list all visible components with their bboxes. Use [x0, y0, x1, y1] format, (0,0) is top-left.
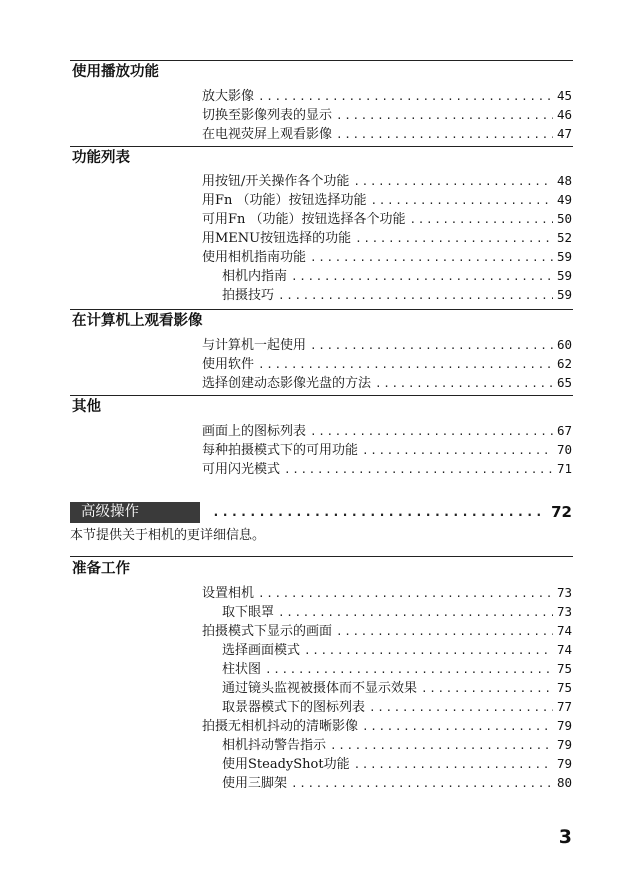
- entry-title: 设置相机: [202, 586, 255, 601]
- entry-page: 70: [556, 442, 572, 457]
- entry-title: 拍摄技巧: [222, 288, 275, 303]
- entry-page: 47: [556, 126, 572, 141]
- leader-dots: [336, 623, 553, 640]
- section-rule: [70, 395, 573, 396]
- toc-subentry[interactable]: [222, 774, 572, 792]
- entry-title: 柱状图: [222, 662, 262, 677]
- entry-page: 79: [556, 737, 572, 752]
- toc-entry[interactable]: [202, 125, 572, 143]
- entry-title: 取下眼罩: [222, 605, 275, 620]
- leader-dots: [310, 249, 553, 266]
- toc-entry[interactable]: [202, 422, 572, 440]
- entry-title: 切换至影像列表的显示: [202, 108, 333, 123]
- advanced-section-page: 72: [551, 503, 572, 521]
- advanced-section-label[interactable]: 高级操作: [70, 502, 200, 523]
- toc-subentry[interactable]: [222, 698, 572, 716]
- toc-subentry[interactable]: [222, 267, 572, 285]
- entry-title: 选择创建动态影像光盘的方法: [202, 376, 372, 391]
- section-heading: 使用播放功能: [72, 64, 159, 80]
- leader-dots: [304, 642, 553, 659]
- leader-dots: [421, 680, 553, 697]
- section-heading: 准备工作: [72, 561, 130, 577]
- entry-title: 画面上的图标列表: [202, 424, 307, 439]
- leader-dots: [258, 88, 553, 105]
- entry-page: 73: [556, 604, 572, 619]
- entry-title: 相机内指南: [222, 269, 288, 284]
- toc-entry[interactable]: [202, 717, 572, 735]
- section-heading: 功能列表: [72, 150, 130, 166]
- leader-dots: [291, 268, 553, 285]
- section-heading: 在计算机上观看影像: [72, 313, 203, 329]
- entry-title: 每种拍摄模式下的可用功能: [202, 443, 359, 458]
- entry-title: 使用相机指南功能: [202, 250, 307, 265]
- entry-page: 59: [556, 249, 572, 264]
- leader-dots: [353, 173, 553, 190]
- leader-dots: [278, 287, 553, 304]
- toc-subentry[interactable]: [222, 660, 572, 678]
- page-number: 3: [558, 826, 572, 848]
- entry-title: 用按钮/开关操作各个功能: [202, 174, 350, 189]
- leader-dots: [284, 461, 553, 478]
- toc-entry[interactable]: [202, 106, 572, 124]
- entry-page: 79: [556, 718, 572, 733]
- toc-subentry[interactable]: [222, 286, 572, 304]
- leader-dots: [362, 442, 553, 459]
- toc-entry[interactable]: [202, 336, 572, 354]
- leader-dots: [265, 661, 553, 678]
- entry-title: 可用闪光模式: [202, 462, 281, 477]
- entry-page: 46: [556, 107, 572, 122]
- section-rule: [70, 146, 573, 147]
- toc-entry[interactable]: [202, 460, 572, 478]
- entry-page: 74: [556, 642, 572, 657]
- leader-dots: [410, 211, 553, 228]
- toc-subentry[interactable]: [222, 736, 572, 754]
- entry-page: 48: [556, 173, 572, 188]
- entry-title: 使用三脚架: [222, 776, 288, 791]
- leader-dots: [310, 423, 553, 440]
- leader-dots: [291, 775, 553, 792]
- section-rule: [70, 556, 573, 557]
- leader-dots: [212, 502, 542, 523]
- leader-dots: [355, 230, 553, 247]
- toc-entry[interactable]: [202, 87, 572, 105]
- entry-page: 79: [556, 756, 572, 771]
- entry-title: 使用SteadyShot功能: [222, 757, 350, 772]
- toc-subentry[interactable]: [222, 641, 572, 659]
- leader-dots: [371, 192, 553, 209]
- toc-entry[interactable]: [202, 172, 572, 190]
- entry-title: 在电视荧屏上观看影像: [202, 127, 333, 142]
- entry-page: 80: [556, 775, 572, 790]
- entry-page: 50: [556, 211, 572, 226]
- section-heading: 其他: [72, 399, 101, 415]
- leader-dots: [258, 356, 553, 373]
- entry-page: 65: [556, 375, 572, 390]
- toc-entry[interactable]: [202, 374, 572, 392]
- leader-dots: [310, 337, 553, 354]
- entry-page: 60: [556, 337, 572, 352]
- toc-entry[interactable]: [202, 584, 572, 602]
- entry-title: 放大影像: [202, 89, 255, 104]
- entry-title: 使用软件: [202, 357, 255, 372]
- entry-page: 77: [556, 699, 572, 714]
- entry-page: 67: [556, 423, 572, 438]
- entry-page: 59: [556, 287, 572, 302]
- entry-title: 通过镜头监视被摄体而不显示效果: [222, 681, 418, 696]
- entry-title: 相机抖动警告指示: [222, 738, 327, 753]
- leader-dots: [336, 107, 553, 124]
- entry-title: 用MENU按钮选择的功能: [202, 231, 352, 246]
- toc-entry[interactable]: [202, 248, 572, 266]
- entry-page: 75: [556, 661, 572, 676]
- leader-dots: [375, 375, 553, 392]
- entry-title: 拍摄模式下显示的画面: [202, 624, 333, 639]
- entry-title: 拍摄无相机抖动的清晰影像: [202, 719, 359, 734]
- entry-page: 59: [556, 268, 572, 283]
- leader-dots: [336, 126, 553, 143]
- entry-page: 52: [556, 230, 572, 245]
- leader-dots: [354, 756, 553, 773]
- toc-entry[interactable]: [202, 441, 572, 459]
- entry-title: 选择画面模式: [222, 643, 301, 658]
- entry-page: 74: [556, 623, 572, 638]
- entry-page: 62: [556, 356, 572, 371]
- entry-title: 用Fn （功能）按钮选择功能: [202, 193, 367, 208]
- toc-subentry[interactable]: [222, 679, 572, 697]
- entry-page: 75: [556, 680, 572, 695]
- entry-title: 取景器模式下的图标列表: [222, 700, 366, 715]
- leader-dots: [369, 699, 553, 716]
- leader-dots: [258, 585, 553, 602]
- entry-page: 45: [556, 88, 572, 103]
- entry-page: 73: [556, 585, 572, 600]
- entry-page: 71: [556, 461, 572, 476]
- toc-entry[interactable]: [202, 229, 572, 247]
- toc-entry[interactable]: [202, 191, 572, 209]
- entry-title: 与计算机一起使用: [202, 338, 307, 353]
- leader-dots: [278, 604, 553, 621]
- toc-entry[interactable]: [202, 355, 572, 373]
- entry-title: 可用Fn （功能）按钮选择各个功能: [202, 212, 406, 227]
- toc-subentry[interactable]: [222, 755, 572, 773]
- section-rule: [70, 309, 573, 310]
- leader-dots: [362, 718, 553, 735]
- toc-subentry[interactable]: [222, 603, 572, 621]
- toc-entry[interactable]: [202, 622, 572, 640]
- toc-entry[interactable]: [202, 210, 572, 228]
- entry-page: 49: [556, 192, 572, 207]
- advanced-description: 本节提供关于相机的更详细信息。: [70, 528, 266, 543]
- leader-dots: [330, 737, 553, 754]
- section-rule: [70, 60, 573, 61]
